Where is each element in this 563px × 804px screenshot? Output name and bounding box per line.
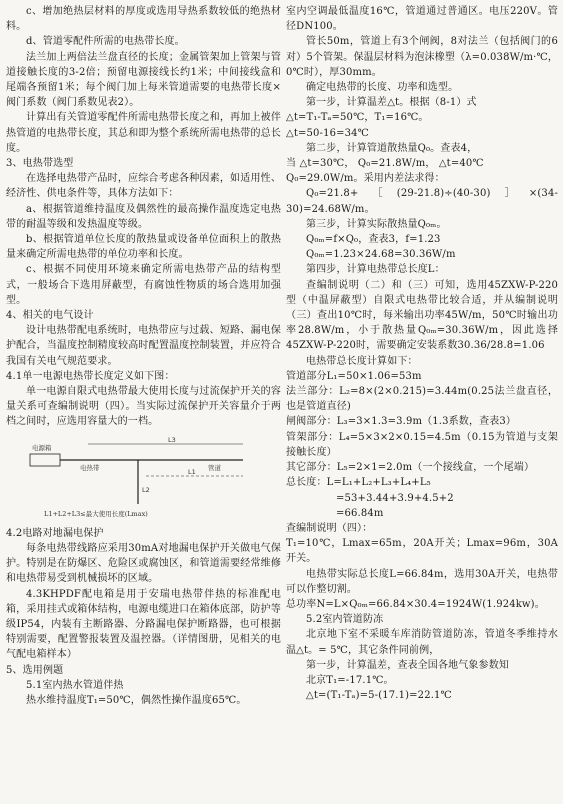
formula: △t=50-16=34℃	[286, 127, 370, 139]
paragraph: 第一步，计算温差，查表全国各地气象参数知	[306, 659, 509, 671]
paragraph: b、根据管道单位长度的散热量或设备单位面积上的散热量来确定所需电热带的单位功率和长度。	[6, 234, 281, 261]
paragraph: 第二步，计算管道散热量Q₀。查表4，	[306, 142, 478, 154]
formula: =66.84m	[336, 507, 384, 519]
section-heading: 5、选用例题	[6, 664, 64, 676]
l1-label: L1	[188, 467, 196, 476]
paragraph: 北京地下室不采暖车库消防管道防冻，管道冬季维持水温△t。= 5℃，其它条件同前例，	[286, 629, 558, 656]
formula: 法兰部分：L₂=8×(2×0.215)=3.44m(0.25法兰盘直径，也是管道直径)	[286, 386, 558, 413]
pipe-label: 管道	[208, 463, 221, 472]
power-box-label: 电源箱	[32, 443, 52, 452]
paragraph: 4.3KHPDF配电箱是用于安瑞电热带伴热的标准配电箱，采用挂式或箱体结构，电源电缆进口在箱体底部，防护等级IP54，内装有主断路器、分路漏电保护断路器，也可根据特别需要，配置警报装置及温控器。（详情图册，见相关的电气配电箱样本）	[6, 588, 281, 661]
diagram-caption: L1+L2+L3≤最大使用长度(Lmax)	[44, 509, 148, 518]
paragraph: 确定电热带的长度、功率和选型。	[306, 82, 459, 94]
subheading: 5.2室内管道防冻	[306, 614, 384, 626]
paragraph: 热水维持温度T₁=50℃，偶然性操作温度65℃。	[26, 694, 247, 706]
subheading: 5.1室内热水管道伴热	[26, 679, 124, 691]
subheading: d、管道零配件所需的电热带长度。	[26, 36, 185, 48]
heating-cable-length-diagram	[6, 436, 281, 522]
section-heading: 4、相关的电气设计	[6, 310, 94, 322]
paragraph: c、根据不同使用环境来确定所需电热带产品的结构型式，一般场合下选用屏蔽型，有腐蚀性物质的场合选用加强型。	[6, 264, 281, 306]
l2-label: L2	[142, 485, 150, 494]
paragraph: 第三步，计算实际散热量Q₀ₘ。	[306, 218, 447, 230]
formula: Q₀ₘ=f×Q₀，查表3，f=1.23	[306, 234, 441, 246]
paragraph: c、增加绝热层材料的厚度或选用导热系数较低的绝热材料。	[6, 6, 281, 33]
formula: =53+3.44+3.9+4.5+2	[336, 492, 454, 504]
paragraph: 计算出有关管道零配件所需电热带长度之和，再加上被伴热管道的电热带长度，其总和即为整个系统所需电热带的总长度。	[6, 112, 281, 154]
section-heading: 4.2电路对地漏电保护	[6, 527, 104, 539]
paragraph: 室内空调最低温度16℃，管道通过普通区。电压220V。管径DN100。	[286, 6, 558, 33]
paragraph: 第一步，计算温差△t。根据（8-1）式	[306, 97, 477, 109]
section-heading: 3、电热带选型	[6, 158, 74, 170]
formula: 当 △t=30℃， Q₀=21.8W/m， △t=40℃	[286, 158, 484, 170]
paragraph: 查编制说明（四）：	[286, 522, 373, 534]
paragraph: a、根据管道维持温度及偶然性的最高操作温度选定电热带的耐温等级和发热温度等级。	[6, 203, 281, 230]
paragraph: 单一电源自限式电热带最大使用长度与过流保护开关的容量关系可查编制说明（四）。当实际过流保护开关容量介于两档之间时，应选用容量大的一档。	[6, 386, 281, 428]
formula: 总功率N=L×Q₀ₘ=66.84×30.4=1924W(1.924kw)。	[286, 598, 545, 610]
paragraph: 管长50m，管道上有3个闸阀，8对法兰（包括阀门的6对）5个管架。保温层材料为泡沫橡塑（λ=0.038W/m·℃，0℃时），厚30mm。	[286, 36, 558, 78]
paragraph: 查编制说明（二）和（三）可知，选用45ZXW-P-220型（中温屏蔽型）自限式电热带比较合适，并从编制说明（三）查出10℃时，每米输出功率45W/m，50℃时输出功率28.8W/m，小于散热量Q₀ₘ=30.36W/m，因此选择45ZXW-P-220时，需要确定安装系数30.36/28.8=1.06	[286, 279, 558, 352]
formula: 其它部分：L₅=2×1=2.0m（一个接线盒，一个尾端）	[286, 462, 535, 474]
paragraph: T₁=10℃，Lmax=65m，20A开关；Lmax=96m，30A开关。	[286, 538, 558, 565]
formula: 北京T₁=-17.1℃。	[306, 674, 394, 686]
l3-label: L3	[168, 435, 176, 444]
paragraph: 电热带实际总长度L=66.84m，选用30A开关，电热带可以作整切割。	[286, 568, 558, 595]
formula: Q₀=29.0W/m。采用内差法求得：	[286, 173, 445, 185]
length-diagram-svg	[28, 436, 258, 510]
formula: △t=T₁-Tₐ=50℃，T₁=16℃。	[286, 112, 429, 124]
paragraph: 电热带总长度计算如下：	[306, 355, 418, 367]
formula: 总长度：L=L₁+L₂+L₃+L₄+L₅	[286, 477, 431, 489]
section-heading: 4.1单一电源电热带长度定义如下图：	[6, 370, 175, 382]
paragraph: 在选择电热带产品时，应综合考虑各种因素，如适用性、经济性、供电条件等，具体方法如下：	[6, 173, 281, 200]
heater-label: 电热带	[80, 463, 100, 472]
right-column	[286, 4, 558, 703]
formula: 管道部分L₁=50×1.06=53m	[286, 370, 422, 382]
power-box-shape	[30, 454, 60, 466]
left-column	[6, 4, 281, 708]
formula: Q₀=21.8+［(29-21.8)÷(40-30)］×(34-30)=24.68W/m。	[286, 188, 558, 215]
formula: 管架部分：L₄=5×3×2×0.15=4.5m（0.15为管道与支架接触长度）	[286, 431, 558, 458]
paragraph: 每条电热带线路应采用30mA对地漏电保护开关做电气保护。特别是在防爆区、危险区或腐蚀区，和管道需要经常维修和电热带易受到机械损坏的区域。	[6, 542, 281, 585]
paragraph: 第四步，计算电热带总长度L：	[306, 264, 445, 276]
paragraph: 设计电热带配电系统时，电热带应与过载、短路、漏电保护配合，当温度控制精度较高时配置温度控制装置，并应符合我国有关电气规范要求。	[6, 325, 281, 367]
formula: 闸阀部分：L₃=3×1.3=3.9m（1.3系数，查表3）	[286, 416, 517, 428]
formula: △t=(T₁-Tₐ)=5-(17.1)=22.1℃	[306, 690, 452, 702]
formula: Q₀ₘ=1.23×24.68=30.36W/m	[306, 249, 456, 261]
paragraph: 法兰加上两倍法兰盘直径的长度；金属管架加上管架与管道接触长度的3-2倍；预留电源接线长约1米；中间接线盒和尾端各预留1米；每个阀门加上每米管道需要的电热带长度×阀门系数（阀门系数见表2）。	[6, 51, 281, 109]
